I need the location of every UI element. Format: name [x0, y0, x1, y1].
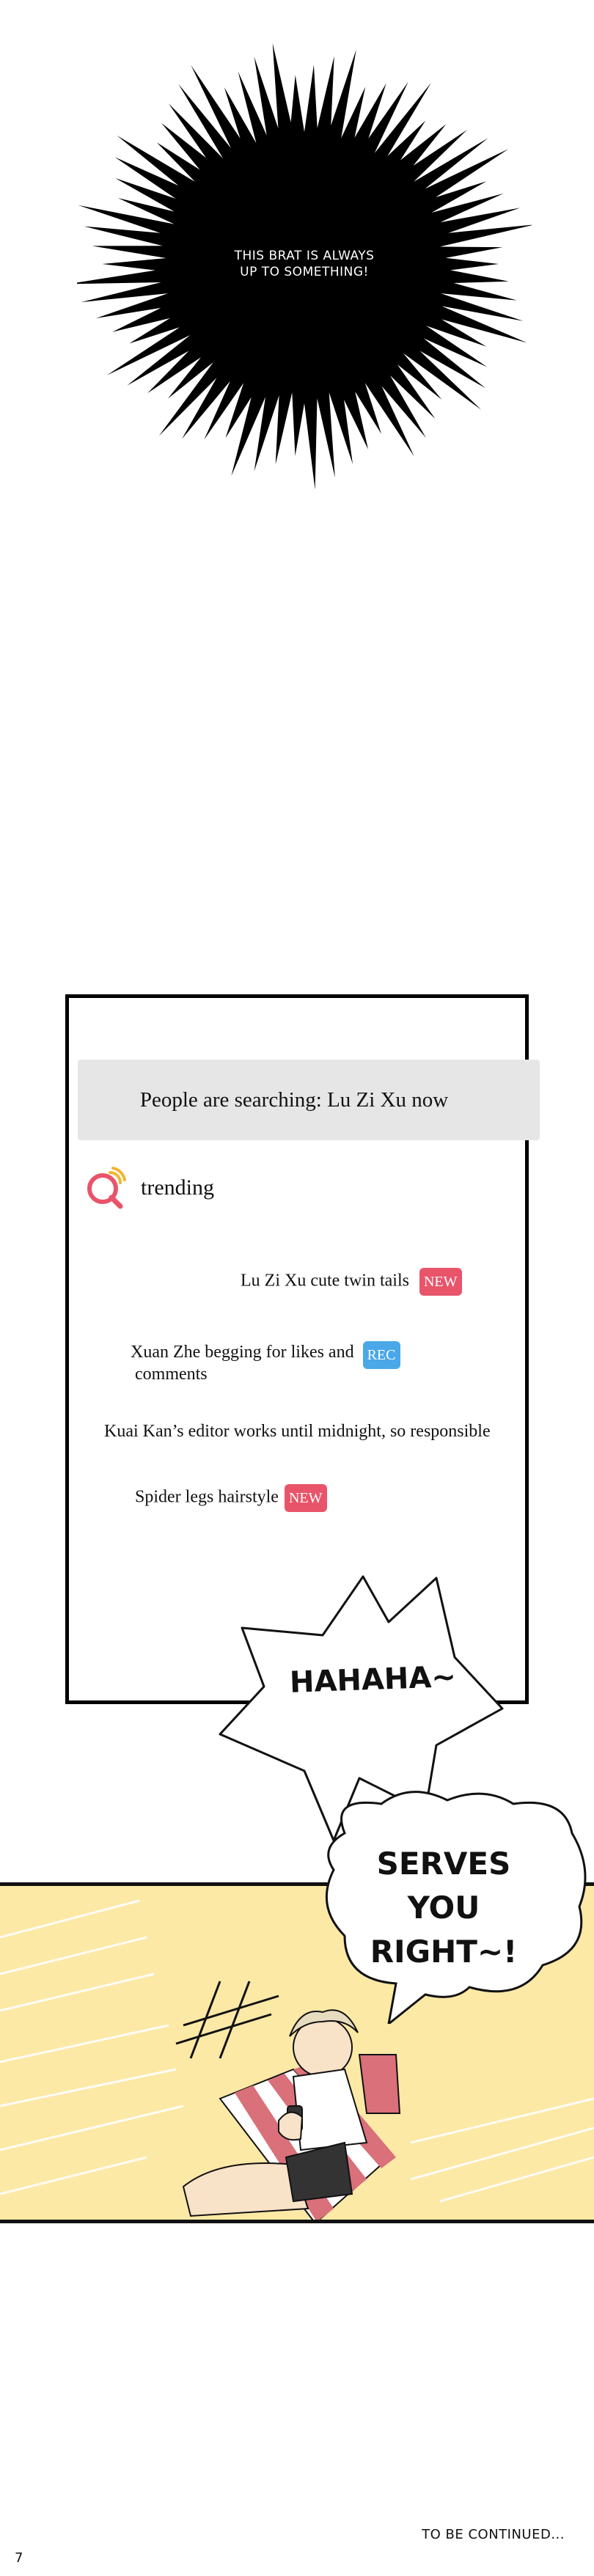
trending-item-text: Kuai Kan’s editor works until midnight, so responsible: [104, 1422, 491, 1441]
trending-header: [85, 1167, 214, 1209]
trending-item-1[interactable]: [241, 1268, 462, 1296]
serves-line-3: RIGHT~!: [370, 1934, 518, 1970]
rec-badge: REC: [363, 1341, 400, 1369]
to-be-continued-caption: TO BE CONTINUED...: [422, 2527, 565, 2542]
new-badge: NEW: [419, 1268, 462, 1296]
trending-label: trending: [141, 1175, 214, 1200]
serves-line-2: YOU: [407, 1890, 480, 1926]
burst-caption: [183, 248, 425, 280]
search-bar[interactable]: [78, 1060, 540, 1140]
burst-line-1: THIS BRAT IS ALWAYS: [234, 249, 375, 263]
search-text: People are searching: Lu Zi Xu now: [139, 1087, 449, 1112]
trending-item-text-line-2: comments: [135, 1365, 208, 1384]
new-badge: NEW: [285, 1484, 327, 1512]
page-number: 7: [15, 2550, 23, 2566]
serves-line-1: SERVES: [376, 1846, 511, 1882]
serves-you-right-text: [359, 1842, 528, 1974]
trending-item-text: Spider legs hairstyle: [135, 1487, 279, 1507]
trending-item-text: Lu Zi Xu cute twin tails: [241, 1271, 409, 1291]
trending-item-4[interactable]: [135, 1484, 327, 1512]
burst-line-2: UP TO SOMETHING!: [240, 265, 369, 279]
hahaha-text: HAHAHA~: [289, 1659, 457, 1700]
trending-item-text-line-1: Xuan Zhe begging for likes and: [131, 1343, 354, 1362]
trending-search-icon: [85, 1167, 128, 1209]
trending-item-3[interactable]: [104, 1420, 491, 1442]
trending-item-2[interactable]: [131, 1341, 400, 1385]
